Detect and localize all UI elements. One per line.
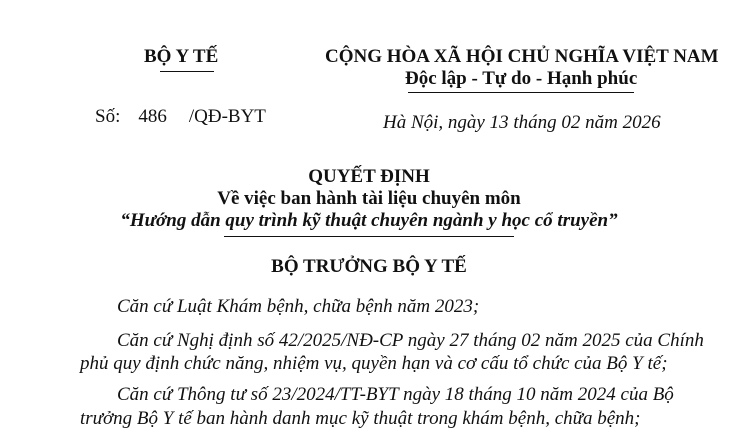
document-number-label: Số:	[95, 106, 121, 127]
legal-basis-2-line-1: Căn cứ Nghị định số 42/2025/NĐ-CP ngày 27 tháng 02 năm 2025 của Chính	[117, 330, 704, 351]
document-number	[95, 106, 266, 128]
document-subject: Về việc ban hành tài liệu chuyên môn	[217, 188, 521, 209]
document-number-value: 486	[138, 106, 167, 127]
issuing-authority: BỘ TRƯỞNG BỘ Y TẾ	[271, 256, 467, 277]
document-number-suffix: /QĐ-BYT	[188, 106, 266, 127]
agency-underline	[160, 71, 214, 72]
legal-basis-3-line-1: Căn cứ Thông tư số 23/2024/TT-BYT ngày 18 tháng 10 năm 2024 của Bộ	[117, 384, 674, 405]
legal-basis-1: Căn cứ Luật Khám bệnh, chữa bệnh năm 2023;	[117, 296, 480, 317]
issuing-agency: BỘ Y TẾ	[144, 46, 219, 67]
document-subject-title: “Hướng dẫn quy trình kỹ thuật chuyên ngành y học cổ truyền”	[120, 210, 618, 231]
national-title: CỘNG HÒA XÃ HỘI CHỦ NGHĨA VIỆT NAM	[325, 46, 719, 67]
legal-basis-3-line-2: trưởng Bộ Y tế ban hành danh mục kỹ thuật trong khám bệnh, chữa bệnh;	[80, 408, 641, 429]
issue-date: Hà Nội, ngày 13 tháng 02 năm 2026	[383, 112, 661, 133]
motto-underline	[408, 92, 634, 93]
national-motto: Độc lập - Tự do - Hạnh phúc	[405, 68, 638, 89]
legal-basis-2-line-2: phủ quy định chức năng, nhiệm vụ, quyền hạn và cơ cấu tổ chức của Bộ Y tế;	[80, 353, 668, 374]
document-type: QUYẾT ĐỊNH	[308, 166, 430, 187]
subject-underline	[224, 236, 514, 237]
